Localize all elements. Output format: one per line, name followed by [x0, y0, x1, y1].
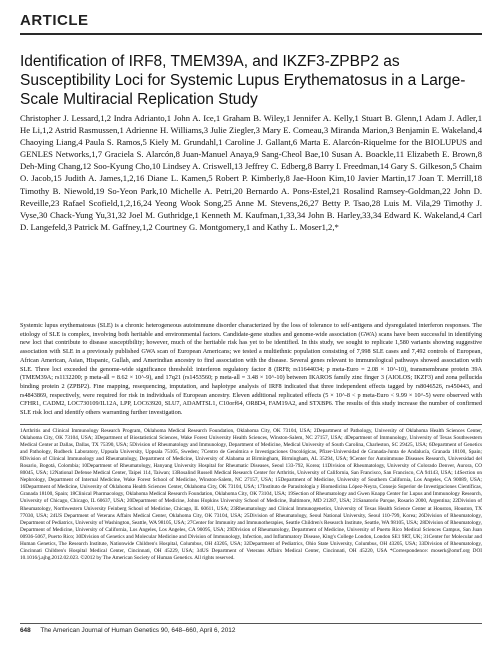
affiliations-rule: [20, 424, 482, 425]
article-title: Identification of IRF8, TMEM39A, and IKZF3-ZPBP2 as Susceptibility Loci for Systemic Lupus Erythematosus in a Large-Scale Multiracial Replication Study: [20, 53, 466, 108]
affiliations: 1Arthritis and Clinical Immunology Research Program, Oklahoma Medical Research Foundation, Oklahoma City, OK 73104, USA; 2Department of Pathology, University of Oklahoma Health Sciences Center, Oklahoma City, OK 73104, USA; 3Department of Biostatistical Sciences, Wake Forest University Health Sciences, Winston-Salem, NC 27157, USA; 4Department of Immunology, University of Texas Southwestern Medical Center at Dallas, Dallas, TX 75390, USA; 5Division of Rheumatology and Immunology, Department of Medicine, Medical University of South Carolina, Charleston, SC 29425, USA; 6Department of Genetics and Pathology, Rudbeck Laboratory, Uppsala University, Uppsala 75105, Sweden; 7Centro de Genómica e Investigaciones Oncológicas, Pfizer-Universidad de Granada-Junta de Andalucía, Granada 18100, Spain; 8Division of Clinical Immunology and Rheumatology, Department of Medicine, University of Alabama at Birmingham, Birmingham, AL 35294, USA; 9Center for Autoimmune Diseases Research, Universidad del Rosario, Bogotá, Colombia; 10Department of Rheumatology, Hanyang University Hospital for Rheumatic Diseases, Seoul 133-792, Korea; 11Division of Rheumatology, University of Colorado Denver, Aurora, CO 80045, USA; 12National Defense Medical Center, Taipei 114, Taiwan; 13Rosalind Russell Medical Research Center for Arthritis, University of California, San Francisco, San Francisco, CA 94143, USA; 14Section on Nephrology, Department of Internal Medicine, Wake Forest School of Medicine, Winston-Salem, NC 27157, USA; 15Department of Medicine, University of Southern California, Los Angeles, CA 90089, USA; 16Department of Medicine, University of Oklahoma Health Sciences Center, Oklahoma City, OK 73104, USA; 17Instituto de Parasitología y Biomedicina López-Neyra, Consejo Superior de Investigaciones Científicas, Granada 18100, Spain; 18Clinical Pharmacology, Oklahoma Medical Research Foundation, Oklahoma City, OK 73104, USA; 19Section of Rheumatology and Gwen Knapp Center for Lupus and Immunology Research, University of Chicago, Chicago, IL 60637, USA; 20Department of Medicine, Johns Hopkins University School of Medicine, Baltimore, MD 21287, USA; 21Sanatorio Parque, Rosario 2000, Argentina; 22Division of Rheumatology, Northwestern University Feinberg School of Medicine, Chicago, IL 60611, USA; 23Rheumatology and Clinical Immunogenetics, University of Texas Health Science Center at Houston, Houston, TX 77030, USA; 24US Department of Veterans Affairs Medical Center, Oklahoma City, OK 73104, USA; 25Division of Rheumatology, Seoul National University, Seoul 110-799, Korea; 26Division of Rheumatology, Department of Pediatrics, University of Washington, Seattle, WA 98105, USA; 27Center for Immunity and Immunotherapies, Seattle Children's Research Institute, Seattle, WA 98105, USA; 28Division of Rheumatology, Department of Medicine, University of California, Los Angeles, Los Angeles, CA 90095, USA; 29Division of Rheumatology, Department of Medicine, University of Puerto Rico Medical Sciences Campus, San Juan 00936-5067, Puerto Rico; 30Division of Genetics and Molecular Medicine and Division of Immunology, Infection, and Inflammatory Disease, King's College London, London SE1 9RT, UK; 31Center for Molecular and Human Genetics, The Research Institute, Nationwide Children's Hospital, Columbus, OH 43205, USA; 32Department of Pediatrics, Ohio State University, Columbus, OH 43205, USA; 33Division of Rheumatology, Cincinnati Children's Hospital Medical Center, Cincinnati, OH 45229, USA; 34US Department of Veterans Affairs Medical Center, Cincinnati, OH 45220, USA *Correspondence: moserk@omrf.org DOI 10.1016/j.ajhg.2012.02.023. ©2012 by The American Society of Human Genetics. All rights reserved.: [20, 428, 482, 561]
header-rule: [20, 33, 482, 35]
footer-rule: [20, 623, 482, 624]
page-footer: [20, 627, 482, 634]
abstract: Systemic lupus erythematosus (SLE) is a chronic heterogeneous autoimmune disorder characterized by the loss of tolerance to self-antigens and dysregulated interferon responses. The etiology of SLE is complex, involving both heritable and environmental factors. Candidate-gene studies and genome-wide association (GWA) scans have been successful in identifying new loci that contribute to disease susceptibility; however, much of the heritable risk has yet to be identified. In this study, we sought to replicate 1,580 variants showing suggestive association with SLE in a previously published GWA scan of European Americans; we tested a multiethnic population consisting of 7,998 SLE cases and 7,492 controls of European, African American, Asian, Hispanic, Gullah, and Amerindian ancestry to find association with the disease. Several genes relevant to immunological pathways showed association with SLE. Three loci exceeded the genome-wide significance threshold: interferon regulatory factor 8 (IRF8; rs11644034; p meta-Euro = 2.08 × 10^-10), transmembrane protein 39A (TMEM39A; rs1132200; p meta-all = 8.62 × 10^-9), and 17q21 (rs1453560; p meta-all = 3.48 × 10^-10) between IKAROS family zinc finger 3 (AIOLOS; IKZF3) and zona pellucida binding protein 2 (ZPBP2). Fine mapping, resequencing, imputation, and haplotype analysis of IRF8 indicated that three independent effects tagged by rs8046526, rs450443, and rs4843869, respectively, were required for risk in individuals of European ancestry. Eleven additional replicated effects (5 × 10^-8 < p meta-Euro < 9.99 × 10^-5) were observed with CFHR1, CADM2, LOC730109/IL12A, LPP, LOC63920, SLU7, ADAMTSL1, C10orf64, OR8D4, FAM19A2, and STXBP6. The results of this study increase the number of confirmed SLE risk loci and identify others warranting further investigation.: [20, 322, 482, 417]
page-number: 648: [20, 627, 31, 634]
journal-citation: The American Journal of Human Genetics 90, 648–660, April 6, 2012: [40, 627, 236, 634]
author-list: Christopher J. Lessard,1,2 Indra Adrianto,1 John A. Ice,1 Graham B. Wiley,1 Jennifer A. Kelly,1 Stuart B. Glenn,1 Adam J. Adler,1 He Li,1,2 Astrid Rasmussen,1 Adrienne H. Williams,3 Julie Ziegler,3 Mary E. Comeau,3 Miranda Marion,3 Benjamin E. Wakeland,4 Chaoying Liang,4 Paula S. Ramos,5 Kiely M. Grundahl,1 Caroline J. Gallant,6 Marta E. Alarcón-Riquelme for the BIOLUPUS and GENLES Networks,1,7 Graciela S. Alarcón,8 Juan-Manuel Anaya,9 Sang-Cheol Bae,10 Susan A. Boackle,11 Elizabeth E. Brown,8 Deh-Ming Chang,12 Soo-Kyung Cho,10 Lindsey A. Criswell,13 Jeffrey C. Edberg,8 Barry I. Freedman,14 Gary S. Gilkeson,5 Chaim O. Jacob,15 Judith A. James,1,2,16 Diane L. Kamen,5 Robert P. Kimberly,8 Jae-Hoon Kim,10 Javier Martin,17 Joan T. Merrill,18 Timothy B. Niewold,19 So-Yeon Park,10 Michelle A. Petri,20 Bernardo A. Pons-Estel,21 Rosalind Ramsey-Goldman,22 John D. Reveille,23 Rafael Scofield,1,2,16,24 Yeong Wook Song,25 Anne M. Stevens,26,27 Betty P. Tsao,28 Luis M. Vila,29 Timothy J. Vyse,30 Chack-Yung Yu,31,32 Joel M. Guthridge,1 Kenneth M. Kaufman,1,33,34 John B. Harley,33,34 Edward K. Wakeland,4 Carl D. Langefeld,3 Patrick M. Gaffney,1,2 Courtney G. Montgomery,1 and Kathy L. Moser1,2,*: [20, 113, 482, 232]
section-label: ARTICLE: [20, 12, 89, 29]
